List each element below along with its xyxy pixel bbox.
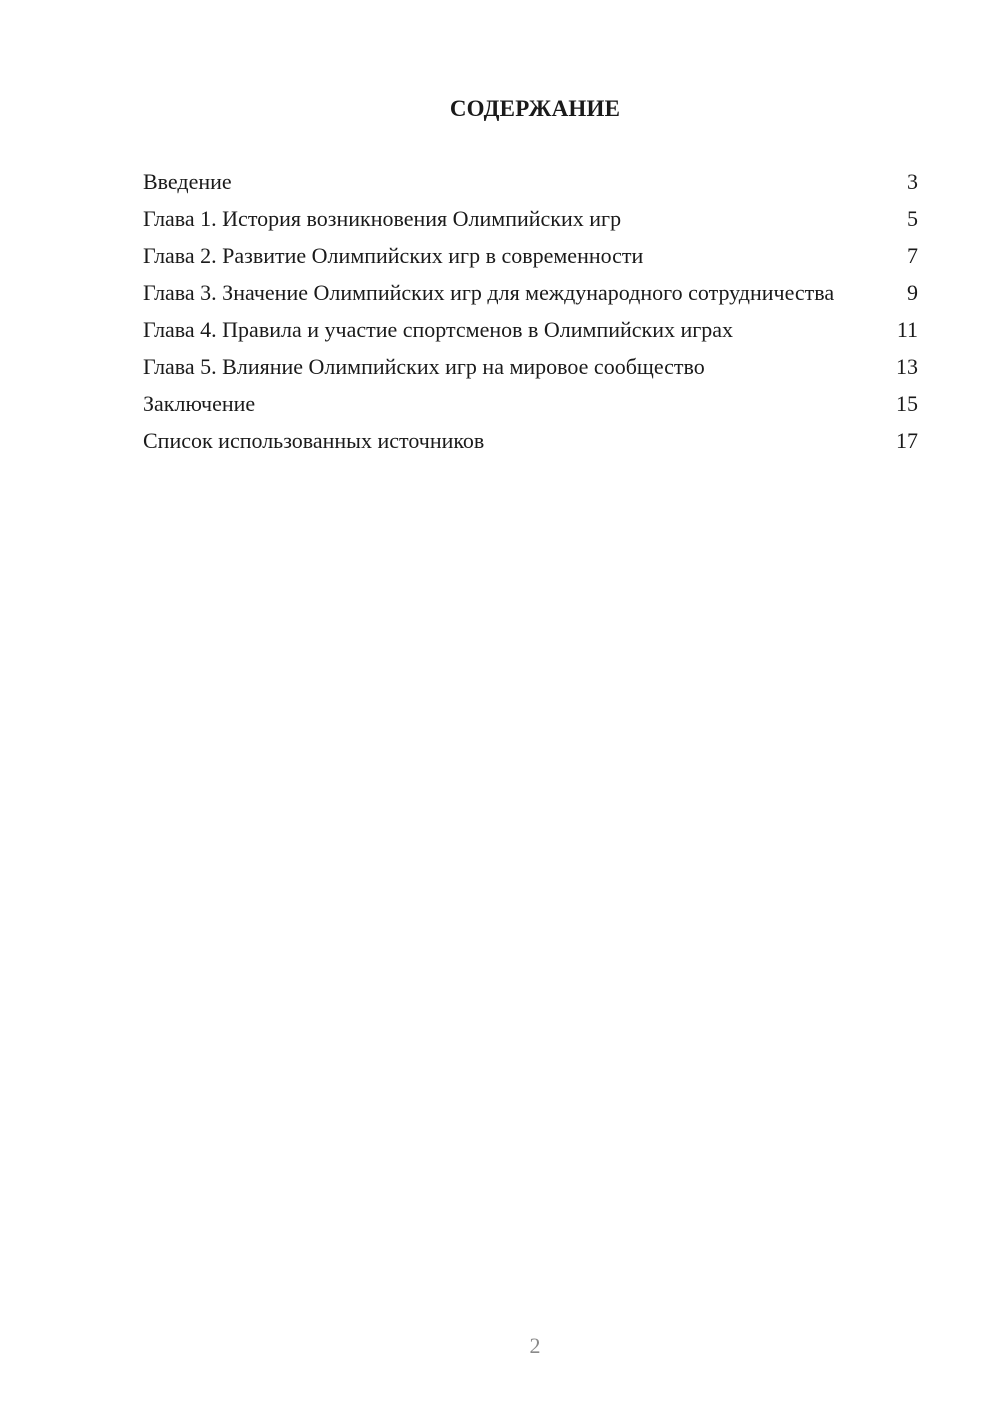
toc-entry-page: 9 (907, 280, 918, 305)
toc-entry-references (143, 427, 918, 454)
toc-entry-introduction (143, 168, 918, 195)
toc-entry-chapter-2 (143, 242, 918, 269)
toc-entry-label: Глава 5. Влияние Олимпийских игр на мировое сообщество (143, 354, 705, 379)
toc-entry-label: Введение (143, 169, 232, 194)
toc-entry-page: 7 (907, 243, 918, 268)
toc-entry-chapter-5 (143, 353, 918, 380)
toc-entry-chapter-3 (143, 279, 918, 306)
page-number: 2 (529, 1333, 541, 1358)
toc-entry-label: Глава 3. Значение Олимпийских игр для международного сотрудничества (143, 280, 835, 305)
toc-entry-page: 3 (907, 169, 918, 194)
toc-entry-label: Глава 1. История возникновения Олимпийских игр (143, 206, 622, 231)
toc-entry-page: 17 (896, 428, 918, 453)
toc-title: СОДЕРЖАНИЕ (449, 96, 621, 121)
table-of-contents (143, 168, 918, 464)
toc-entry-label: Глава 4. Правила и участие спортсменов в Олимпийских играх (143, 317, 734, 342)
toc-entry-chapter-1 (143, 205, 918, 232)
toc-entry-page: 15 (896, 391, 918, 416)
toc-entry-page: 11 (896, 317, 918, 342)
toc-entry-chapter-4 (143, 316, 918, 343)
toc-entry-conclusion (143, 390, 918, 417)
toc-entry-label: Список использованных источников (143, 428, 485, 453)
toc-entry-label: Глава 2. Развитие Олимпийских игр в современности (143, 243, 644, 268)
toc-entry-page: 5 (907, 206, 918, 231)
toc-entry-label: Заключение (143, 391, 256, 416)
toc-entry-page: 13 (896, 354, 918, 379)
